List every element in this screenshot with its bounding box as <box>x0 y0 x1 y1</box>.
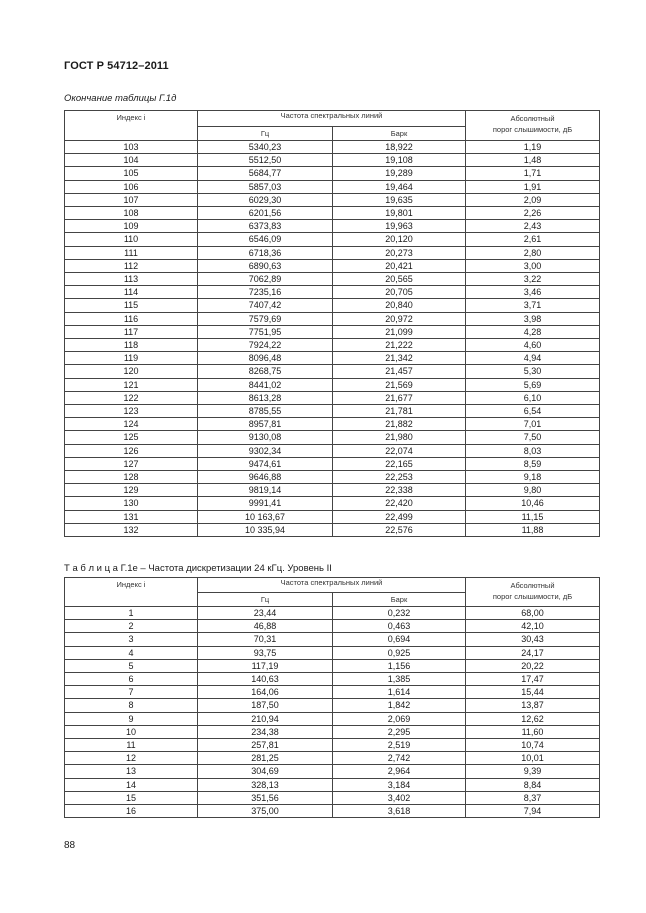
bark-cell: 20,421 <box>333 259 466 272</box>
index-cell: 125 <box>65 431 198 444</box>
threshold-cell: 9,18 <box>466 471 600 484</box>
bark-cell: 22,165 <box>333 457 466 470</box>
hz-cell: 10 335,94 <box>198 523 333 536</box>
threshold-cell: 5,30 <box>466 365 600 378</box>
table-row <box>65 180 600 193</box>
table-row <box>65 312 600 325</box>
table-row <box>65 299 600 312</box>
hz-cell: 8096,48 <box>198 352 333 365</box>
index-cell: 121 <box>65 378 198 391</box>
index-cell: 10 <box>65 725 198 738</box>
table-row <box>65 646 600 659</box>
threshold-cell: 30,43 <box>466 633 600 646</box>
hz-cell: 257,81 <box>198 739 333 752</box>
index-cell: 11 <box>65 739 198 752</box>
table-row <box>65 659 600 672</box>
threshold-cell: 15,44 <box>466 686 600 699</box>
threshold-cell: 9,80 <box>466 484 600 497</box>
index-cell: 126 <box>65 444 198 457</box>
hz-cell: 234,38 <box>198 725 333 738</box>
table1-header-hz: Гц <box>198 127 333 141</box>
threshold-cell: 2,43 <box>466 220 600 233</box>
bark-cell: 2,295 <box>333 725 466 738</box>
hz-cell: 7062,89 <box>198 273 333 286</box>
table-row <box>65 620 600 633</box>
threshold-cell: 8,84 <box>466 778 600 791</box>
table-row <box>65 805 600 818</box>
hz-cell: 8268,75 <box>198 365 333 378</box>
hz-cell: 9819,14 <box>198 484 333 497</box>
threshold-cell: 10,01 <box>466 752 600 765</box>
table-row <box>65 431 600 444</box>
bark-cell: 20,565 <box>333 273 466 286</box>
bark-cell: 3,618 <box>333 805 466 818</box>
table-row <box>65 207 600 220</box>
bark-cell: 19,963 <box>333 220 466 233</box>
hz-cell: 9302,34 <box>198 444 333 457</box>
index-cell: 110 <box>65 233 198 246</box>
table-row <box>65 352 600 365</box>
threshold-cell: 11,60 <box>466 725 600 738</box>
bark-cell: 2,742 <box>333 752 466 765</box>
threshold-cell: 5,69 <box>466 378 600 391</box>
index-cell: 112 <box>65 259 198 272</box>
document-header: ГОСТ Р 54712–2011 <box>64 60 169 72</box>
table-row <box>65 418 600 431</box>
hz-cell: 46,88 <box>198 620 333 633</box>
index-cell: 2 <box>65 620 198 633</box>
table-row <box>65 365 600 378</box>
threshold-cell: 24,17 <box>466 646 600 659</box>
table-row <box>65 325 600 338</box>
table-row <box>65 378 600 391</box>
bark-cell: 1,842 <box>333 699 466 712</box>
table-row <box>65 497 600 510</box>
hz-cell: 9991,41 <box>198 497 333 510</box>
index-cell: 5 <box>65 659 198 672</box>
index-cell: 15 <box>65 791 198 804</box>
threshold-cell: 2,09 <box>466 193 600 206</box>
table-row <box>65 699 600 712</box>
table2 <box>64 577 600 818</box>
bark-cell: 19,464 <box>333 180 466 193</box>
index-cell: 127 <box>65 457 198 470</box>
hz-cell: 93,75 <box>198 646 333 659</box>
index-cell: 132 <box>65 523 198 536</box>
bark-cell: 20,840 <box>333 299 466 312</box>
hz-cell: 5512,50 <box>198 154 333 167</box>
index-cell: 107 <box>65 193 198 206</box>
threshold-cell: 3,46 <box>466 286 600 299</box>
index-cell: 13 <box>65 765 198 778</box>
threshold-cell: 7,01 <box>466 418 600 431</box>
hz-cell: 7235,16 <box>198 286 333 299</box>
index-cell: 131 <box>65 510 198 523</box>
bark-cell: 19,108 <box>333 154 466 167</box>
hz-cell: 9646,88 <box>198 471 333 484</box>
hz-cell: 140,63 <box>198 673 333 686</box>
threshold-cell: 6,10 <box>466 391 600 404</box>
index-cell: 6 <box>65 673 198 686</box>
page-number: 88 <box>64 840 76 851</box>
bark-cell: 19,801 <box>333 207 466 220</box>
index-cell: 115 <box>65 299 198 312</box>
bark-cell: 21,677 <box>333 391 466 404</box>
table2-caption: Т а б л и ц а Г.1е – Частота дискретизации 24 кГц. Уровень II <box>64 563 332 574</box>
table2-header-bark: Барк <box>333 593 466 607</box>
bark-cell: 1,385 <box>333 673 466 686</box>
bark-cell: 20,273 <box>333 246 466 259</box>
table-row <box>65 246 600 259</box>
hz-cell: 164,06 <box>198 686 333 699</box>
index-cell: 119 <box>65 352 198 365</box>
threshold-cell: 7,50 <box>466 431 600 444</box>
table-row <box>65 673 600 686</box>
bark-cell: 0,463 <box>333 620 466 633</box>
table1-caption: Окончание таблицы Г.1д <box>64 93 177 104</box>
threshold-cell: 17,47 <box>466 673 600 686</box>
index-cell: 118 <box>65 339 198 352</box>
index-cell: 109 <box>65 220 198 233</box>
hz-cell: 281,25 <box>198 752 333 765</box>
bark-cell: 21,882 <box>333 418 466 431</box>
index-cell: 3 <box>65 633 198 646</box>
threshold-cell: 11,15 <box>466 510 600 523</box>
table1-header-index: Индекс i <box>65 111 198 141</box>
bark-cell: 18,922 <box>333 141 466 154</box>
table1-header-frequency-group: Частота спектральных линий <box>198 111 466 127</box>
hz-cell: 6201,56 <box>198 207 333 220</box>
threshold-cell: 42,10 <box>466 620 600 633</box>
threshold-cell: 3,71 <box>466 299 600 312</box>
threshold-cell: 3,22 <box>466 273 600 286</box>
index-cell: 105 <box>65 167 198 180</box>
table-row <box>65 712 600 725</box>
index-cell: 7 <box>65 686 198 699</box>
bark-cell: 3,402 <box>333 791 466 804</box>
index-cell: 117 <box>65 325 198 338</box>
bark-cell: 22,420 <box>333 497 466 510</box>
table-row <box>65 339 600 352</box>
table2-header-frequency-group: Частота спектральных линий <box>198 578 466 593</box>
table2-header-threshold-line1: Абсолютный <box>510 581 555 590</box>
index-cell: 1 <box>65 607 198 620</box>
threshold-cell: 8,59 <box>466 457 600 470</box>
table-row <box>65 457 600 470</box>
bark-cell: 21,980 <box>333 431 466 444</box>
bark-cell: 1,614 <box>333 686 466 699</box>
table-row <box>65 633 600 646</box>
table1-body <box>65 141 600 537</box>
hz-cell: 23,44 <box>198 607 333 620</box>
table-row <box>65 220 600 233</box>
index-cell: 130 <box>65 497 198 510</box>
table-row <box>65 233 600 246</box>
bark-cell: 0,694 <box>333 633 466 646</box>
threshold-cell: 1,48 <box>466 154 600 167</box>
hz-cell: 375,00 <box>198 805 333 818</box>
table-row <box>65 471 600 484</box>
index-cell: 122 <box>65 391 198 404</box>
index-cell: 104 <box>65 154 198 167</box>
table-row <box>65 791 600 804</box>
table1-header-threshold-line1: Абсолютный <box>510 114 555 123</box>
hz-cell: 10 163,67 <box>198 510 333 523</box>
bark-cell: 21,569 <box>333 378 466 391</box>
threshold-cell: 13,87 <box>466 699 600 712</box>
index-cell: 106 <box>65 180 198 193</box>
table-row <box>65 778 600 791</box>
index-cell: 116 <box>65 312 198 325</box>
hz-cell: 7924,22 <box>198 339 333 352</box>
index-cell: 111 <box>65 246 198 259</box>
bark-cell: 22,499 <box>333 510 466 523</box>
bark-cell: 20,705 <box>333 286 466 299</box>
threshold-cell: 12,62 <box>466 712 600 725</box>
threshold-cell: 4,94 <box>466 352 600 365</box>
index-cell: 12 <box>65 752 198 765</box>
table-row <box>65 391 600 404</box>
table1 <box>64 110 600 537</box>
hz-cell: 5340,23 <box>198 141 333 154</box>
threshold-cell: 68,00 <box>466 607 600 620</box>
table-row <box>65 484 600 497</box>
bark-cell: 2,519 <box>333 739 466 752</box>
table-row <box>65 405 600 418</box>
table2-header-hz: Гц <box>198 593 333 607</box>
table-row <box>65 739 600 752</box>
bark-cell: 21,781 <box>333 405 466 418</box>
hz-cell: 7407,42 <box>198 299 333 312</box>
bark-cell: 22,074 <box>333 444 466 457</box>
threshold-cell: 9,39 <box>466 765 600 778</box>
table1-header-threshold <box>466 111 600 141</box>
table-row <box>65 607 600 620</box>
bark-cell: 20,120 <box>333 233 466 246</box>
hz-cell: 9130,08 <box>198 431 333 444</box>
hz-cell: 9474,61 <box>198 457 333 470</box>
threshold-cell: 3,98 <box>466 312 600 325</box>
table-row <box>65 725 600 738</box>
hz-cell: 328,13 <box>198 778 333 791</box>
bark-cell: 22,253 <box>333 471 466 484</box>
index-cell: 129 <box>65 484 198 497</box>
hz-cell: 7579,69 <box>198 312 333 325</box>
table-row <box>65 523 600 536</box>
bark-cell: 2,069 <box>333 712 466 725</box>
bark-cell: 22,338 <box>333 484 466 497</box>
threshold-cell: 4,28 <box>466 325 600 338</box>
threshold-cell: 4,60 <box>466 339 600 352</box>
threshold-cell: 10,46 <box>466 497 600 510</box>
table-row <box>65 765 600 778</box>
bark-cell: 21,099 <box>333 325 466 338</box>
table2-header-threshold <box>466 578 600 607</box>
hz-cell: 5684,77 <box>198 167 333 180</box>
index-cell: 14 <box>65 778 198 791</box>
index-cell: 8 <box>65 699 198 712</box>
hz-cell: 8613,28 <box>198 391 333 404</box>
hz-cell: 6029,30 <box>198 193 333 206</box>
bark-cell: 0,925 <box>333 646 466 659</box>
hz-cell: 6890,63 <box>198 259 333 272</box>
threshold-cell: 2,80 <box>466 246 600 259</box>
bark-cell: 21,457 <box>333 365 466 378</box>
index-cell: 120 <box>65 365 198 378</box>
bark-cell: 0,232 <box>333 607 466 620</box>
hz-cell: 187,50 <box>198 699 333 712</box>
threshold-cell: 3,00 <box>466 259 600 272</box>
table2-body <box>65 607 600 818</box>
threshold-cell: 1,71 <box>466 167 600 180</box>
hz-cell: 5857,03 <box>198 180 333 193</box>
table-row <box>65 259 600 272</box>
threshold-cell: 2,61 <box>466 233 600 246</box>
bark-cell: 1,156 <box>333 659 466 672</box>
threshold-cell: 1,91 <box>466 180 600 193</box>
threshold-cell: 11,88 <box>466 523 600 536</box>
table-row <box>65 273 600 286</box>
threshold-cell: 8,03 <box>466 444 600 457</box>
index-cell: 4 <box>65 646 198 659</box>
threshold-cell: 7,94 <box>466 805 600 818</box>
hz-cell: 6718,36 <box>198 246 333 259</box>
index-cell: 113 <box>65 273 198 286</box>
hz-cell: 210,94 <box>198 712 333 725</box>
index-cell: 128 <box>65 471 198 484</box>
bark-cell: 2,964 <box>333 765 466 778</box>
table-row <box>65 686 600 699</box>
threshold-cell: 1,19 <box>466 141 600 154</box>
bark-cell: 21,222 <box>333 339 466 352</box>
index-cell: 108 <box>65 207 198 220</box>
threshold-cell: 10,74 <box>466 739 600 752</box>
table-row <box>65 141 600 154</box>
bark-cell: 3,184 <box>333 778 466 791</box>
hz-cell: 6546,09 <box>198 233 333 246</box>
index-cell: 103 <box>65 141 198 154</box>
hz-cell: 117,19 <box>198 659 333 672</box>
hz-cell: 70,31 <box>198 633 333 646</box>
bark-cell: 21,342 <box>333 352 466 365</box>
threshold-cell: 2,26 <box>466 207 600 220</box>
bark-cell: 22,576 <box>333 523 466 536</box>
hz-cell: 351,56 <box>198 791 333 804</box>
table-row <box>65 510 600 523</box>
table1-header-bark: Барк <box>333 127 466 141</box>
bark-cell: 20,972 <box>333 312 466 325</box>
table-row <box>65 286 600 299</box>
table-row <box>65 444 600 457</box>
index-cell: 123 <box>65 405 198 418</box>
table-row <box>65 154 600 167</box>
table2-header-index: Индекс i <box>65 578 198 607</box>
threshold-cell: 20,22 <box>466 659 600 672</box>
index-cell: 9 <box>65 712 198 725</box>
table-row <box>65 193 600 206</box>
hz-cell: 7751,95 <box>198 325 333 338</box>
bark-cell: 19,635 <box>333 193 466 206</box>
table-row <box>65 752 600 765</box>
index-cell: 16 <box>65 805 198 818</box>
table1-header-threshold-line2: порог слышимости, дБ <box>492 125 573 134</box>
hz-cell: 304,69 <box>198 765 333 778</box>
hz-cell: 6373,83 <box>198 220 333 233</box>
hz-cell: 8785,55 <box>198 405 333 418</box>
threshold-cell: 6,54 <box>466 405 600 418</box>
index-cell: 124 <box>65 418 198 431</box>
hz-cell: 8441,02 <box>198 378 333 391</box>
index-cell: 114 <box>65 286 198 299</box>
bark-cell: 19,289 <box>333 167 466 180</box>
threshold-cell: 8,37 <box>466 791 600 804</box>
table-row <box>65 167 600 180</box>
hz-cell: 8957,81 <box>198 418 333 431</box>
table2-header-threshold-line2: порог слышимости, дБ <box>492 592 573 601</box>
